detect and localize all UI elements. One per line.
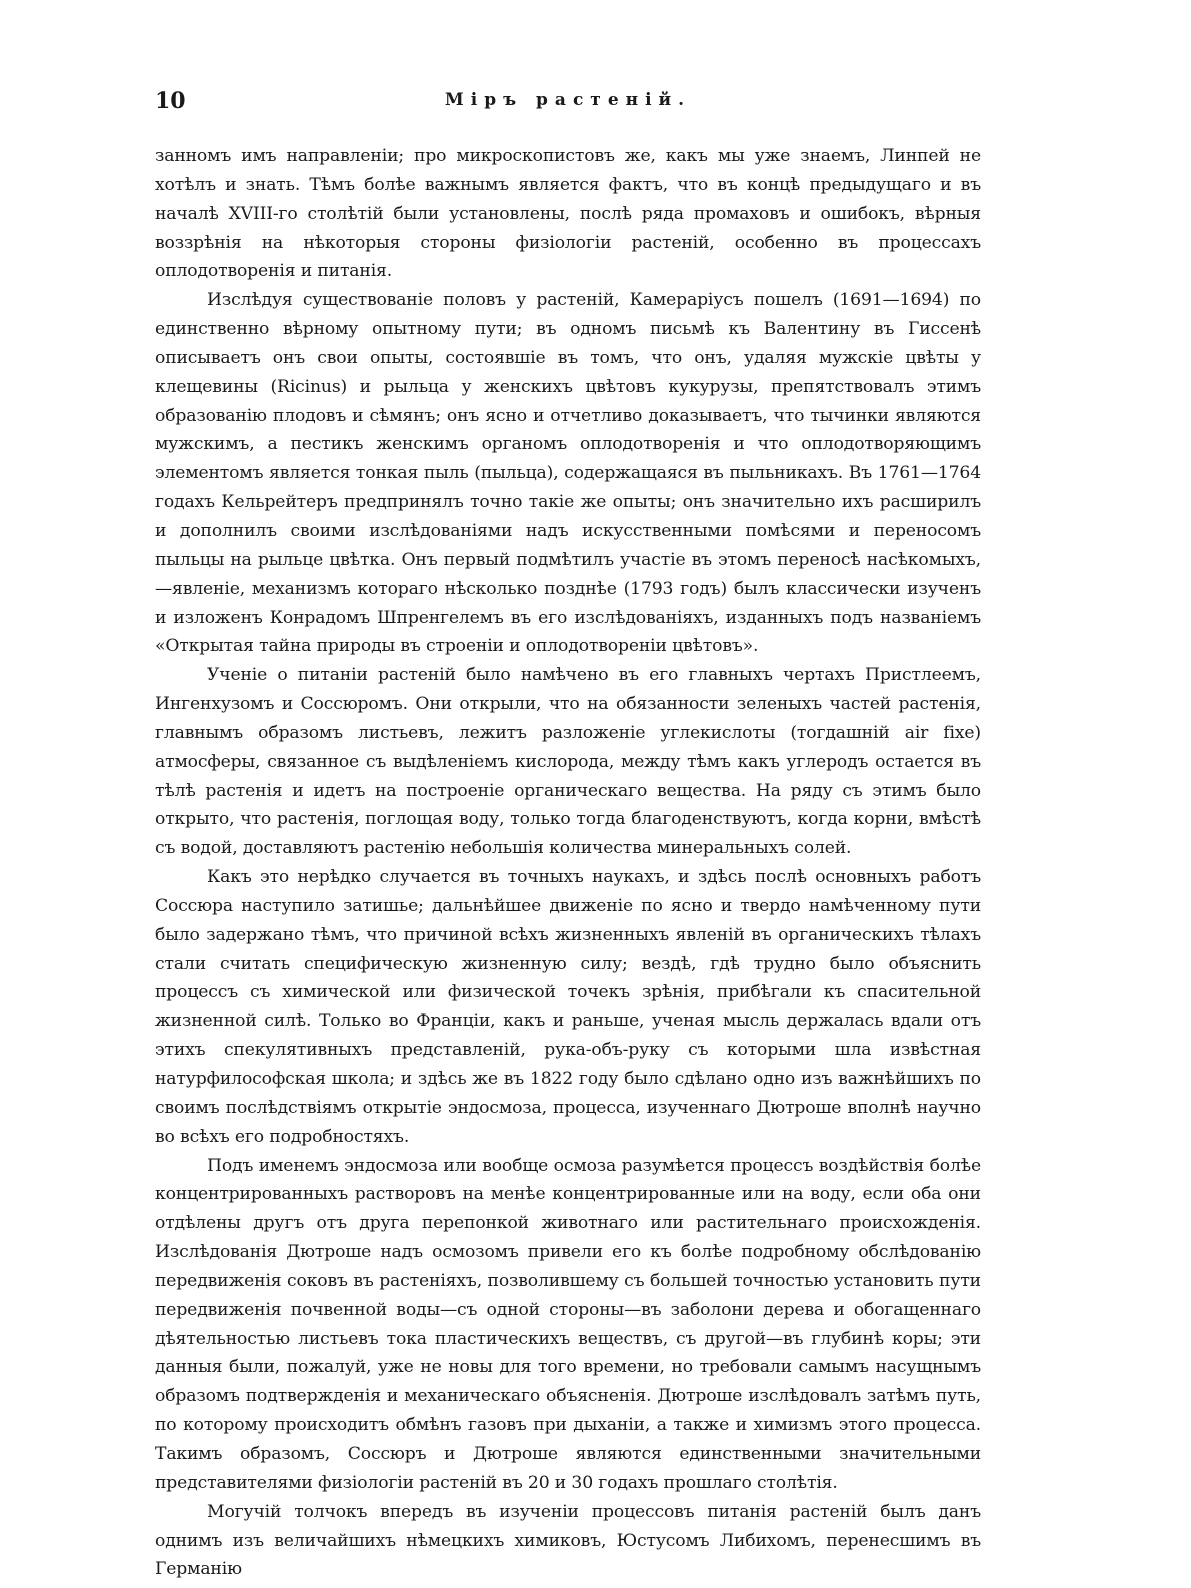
page-header [155,88,981,122]
paragraph: Могучій толчокъ впередъ въ изученіи процессовъ питанія растеній былъ данъ однимъ изъ величайшихъ нѣмецкихъ химиковъ, Юстусомъ Либихомъ, перенесшимъ въ Германію [155,1501,981,1580]
paragraph: Ученіе о питаніи растеній было намѣчено въ его главныхъ чертахъ Пристлеемъ, Ингенхузомъ и Соссюромъ. Они открыли, что на обязанности зеленыхъ частей растенія, главнымъ образомъ листьевъ, лежитъ разложеніе углекислоты (тогдашній air fixe) атмосферы, связанное съ выдѣленіемъ кислорода, между тѣмъ какъ углеродъ остается въ тѣлѣ растенія и идетъ на построеніе органическаго вещества. На ряду съ этимъ было открыто, что растенія, поглощая воду, только тогда благоденствуютъ, когда корни, вмѣстѣ съ водой, доставляютъ растенію небольшія количества минеральныхъ солей. [155,665,981,859]
book-page [155,88,981,1584]
body-text [155,142,981,1584]
paragraph: Какъ это нерѣдко случается въ точныхъ наукахъ, и здѣсь послѣ основныхъ работъ Соссюра наступило затишье; дальнѣйшее движеніе по ясно и твердо намѣченному пути было задержано тѣмъ, что причиной всѣхъ жизненныхъ явленій въ органическихъ тѣлахъ стали считать специфическую жизненную силу; вездѣ, гдѣ трудно было объяснить процессъ съ химической или физической точекъ зрѣнія, прибѣгали къ спасительной жизненной силѣ. Только во Франціи, какъ и раньше, ученая мысль держалась вдали отъ этихъ спекулятивныхъ представленій, рука-объ-руку съ которыми шла извѣстная натурфилософская школа; и здѣсь же въ 1822 году было сдѣлано одно изъ важнѣйшихъ по своимъ послѣдствіямъ открытіе эндосмоза, процесса, изученнаго Дютроше вполнѣ научно во всѣхъ его подробностяхъ. [155,867,981,1147]
paragraph: Изслѣдуя существованіе половъ у растеній, Камераріусъ пошелъ (1691—1694) по единственно вѣрному опытному пути; въ одномъ письмѣ къ Валентину въ Гиссенѣ описываетъ онъ свои опыты, состоявшіе въ томъ, что онъ, удаляя мужскіе цвѣты у клещевины (Ricinus) и рыльца у женскихъ цвѣтовъ кукурузы, препятствовалъ этимъ образованію плодовъ и сѣмянъ; онъ ясно и отчетливо доказываетъ, что тычинки являются мужскимъ, а пестикъ женскимъ органомъ оплодотворенія и что оплодотворяющимъ элементомъ является тонкая пыль (пыльца), содержащаяся въ пыльникахъ. Въ 1761—1764 годахъ Кельрейтеръ предпринялъ точно такіе же опыты; онъ значительно ихъ расширилъ и дополнилъ своими изслѣдованіями надъ искусственными помѣсями и переносомъ пыльцы на рыльце цвѣтка. Онъ первый подмѣтилъ участіе въ этомъ переносѣ насѣкомыхъ,—явленіе, механизмъ котораго нѣсколько позднѣе (1793 годъ) былъ классически изученъ и изложенъ Конрадомъ Шпренгелемъ въ его изслѣдованіяхъ, изданныхъ подъ названіемъ «Открытая тайна природы въ строеніи и оплодотвореніи цвѣтовъ». [155,290,981,657]
page-number: 10 [155,88,186,114]
paragraph: Подъ именемъ эндосмоза или вообще осмоза разумѣется процессъ воздѣйствія болѣе концентрированныхъ растворовъ на менѣе концентрированные или на воду, если оба они отдѣлены другъ отъ друга перепонкой животнаго или растительнаго происхожденія. Изслѣдованія Дютроше надъ осмозомъ привели его къ болѣе подробному обслѣдованію передвиженія соковъ въ растеніяхъ, позволившему съ большей точностью установить пути передвиженія почвенной воды—съ одной стороны—въ заболони дерева и обогащеннаго дѣятельностью листьевъ тока пластическихъ веществъ, съ другой—въ глубинѣ коры; эти данныя были, пожалуй, уже не новы для того времени, но требовали самымъ насущнымъ образомъ подтвержденія и механическаго объясненія. Дютроше изслѣдовалъ затѣмъ путь, по которому происходитъ обмѣнъ газовъ при дыханіи, а также и химизмъ этого процесса. Такимъ образомъ, Соссюръ и Дютроше являются единственными значительными представителями физіологіи растеній въ 20 и 30 годахъ прошлаго столѣтія. [155,1155,981,1493]
paragraph: занномъ имъ направленіи; про микроскопистовъ же, какъ мы уже знаемъ, Линпей не хотѣлъ и знать. Тѣмъ болѣе важнымъ является фактъ, что въ концѣ предыдущаго и въ началѣ XVIII-го столѣтій были установлены, послѣ ряда промаховъ и ошибокъ, вѣрныя воззрѣнія на нѣкоторыя стороны физіологіи растеній, особенно въ процессахъ оплодотворенія и питанія. [155,146,981,282]
running-title: Міръ растеній. [444,90,692,110]
